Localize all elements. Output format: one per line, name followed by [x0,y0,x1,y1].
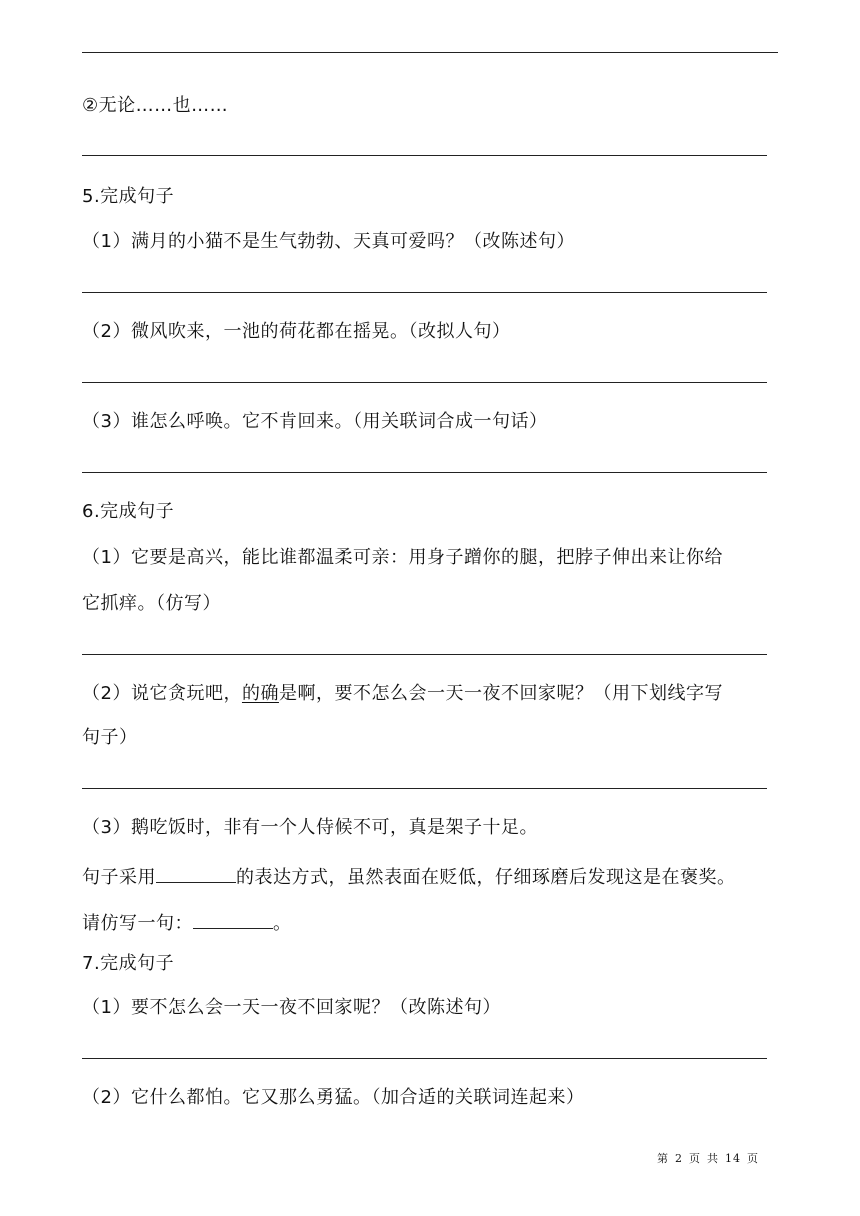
q7-item-1: （1）要不怎么会一天一夜不回家呢？（改陈述句） [82,997,501,1018]
fill-in-blank[interactable] [193,908,273,929]
answer-line [82,52,778,53]
q6-item-3-line2-prefix: 句子采用 [82,867,156,888]
answer-line [82,788,767,789]
q6-item-3-line3 [82,908,292,936]
q6-item-2-prefix: （2）说它贪玩吧， [82,683,242,704]
q4-sub2: ②无论……也…… [82,95,229,116]
q6-item-3-line3-prefix: 请仿写一句： [82,913,193,934]
q6-item-2-underlined-word: 的确 [241,683,279,704]
fill-in-blank[interactable] [156,862,236,883]
footer-gong: 共 [707,1152,719,1165]
q5-item-2: （2）微风吹来，一池的荷花都在摇晃。（改拟人句） [82,321,511,342]
q5-title: 5.完成句子 [82,186,175,207]
answer-line [82,155,767,156]
q5-item-3: （3）谁怎么呼唤。它不肯回来。（用关联词合成一句话） [82,411,548,432]
q6-title: 6.完成句子 [82,501,175,522]
q7-title: 7.完成句子 [82,953,175,974]
footer-ye2: 页 [747,1152,759,1165]
answer-line [82,382,767,383]
q6-item-2-line1 [82,682,723,706]
answer-line [82,654,767,655]
q7-item-2: （2）它什么都怕。它又那么勇猛。（加合适的关联词连起来） [82,1087,585,1108]
footer-total-pages: 14 [725,1152,741,1165]
answer-line [82,472,767,473]
q6-item-3-line2 [82,862,736,890]
footer-di: 第 [657,1152,669,1165]
q6-item-3: （3）鹅吃饭时，非有一个人侍候不可，真是架子十足。 [82,817,538,838]
answer-line [82,292,767,293]
q5-item-1: （1）满月的小猫不是生气勃勃、天真可爱吗？（改陈述句） [82,231,575,252]
answer-line [82,1058,767,1059]
footer-page-number: 2 [675,1152,683,1165]
q6-item-1-line2: 它抓痒。（仿写） [82,593,221,614]
q6-item-1-line1: （1）它要是高兴，能比谁都温柔可亲：用身子蹭你的腿，把脖子伸出来让你给 [82,547,723,568]
footer-ye: 页 [689,1152,701,1165]
q6-item-2-line2: 句子） [82,727,138,748]
q6-item-2-suffix: 是啊，要不怎么会一天一夜不回家呢？（用下划线字写 [278,683,723,704]
q6-item-3-line2-suffix: 的表达方式，虽然表面在贬低，仔细琢磨后发现这是在褒奖。 [236,867,736,888]
page-footer [654,1150,762,1166]
q6-item-3-line3-suffix: 。 [273,913,292,934]
